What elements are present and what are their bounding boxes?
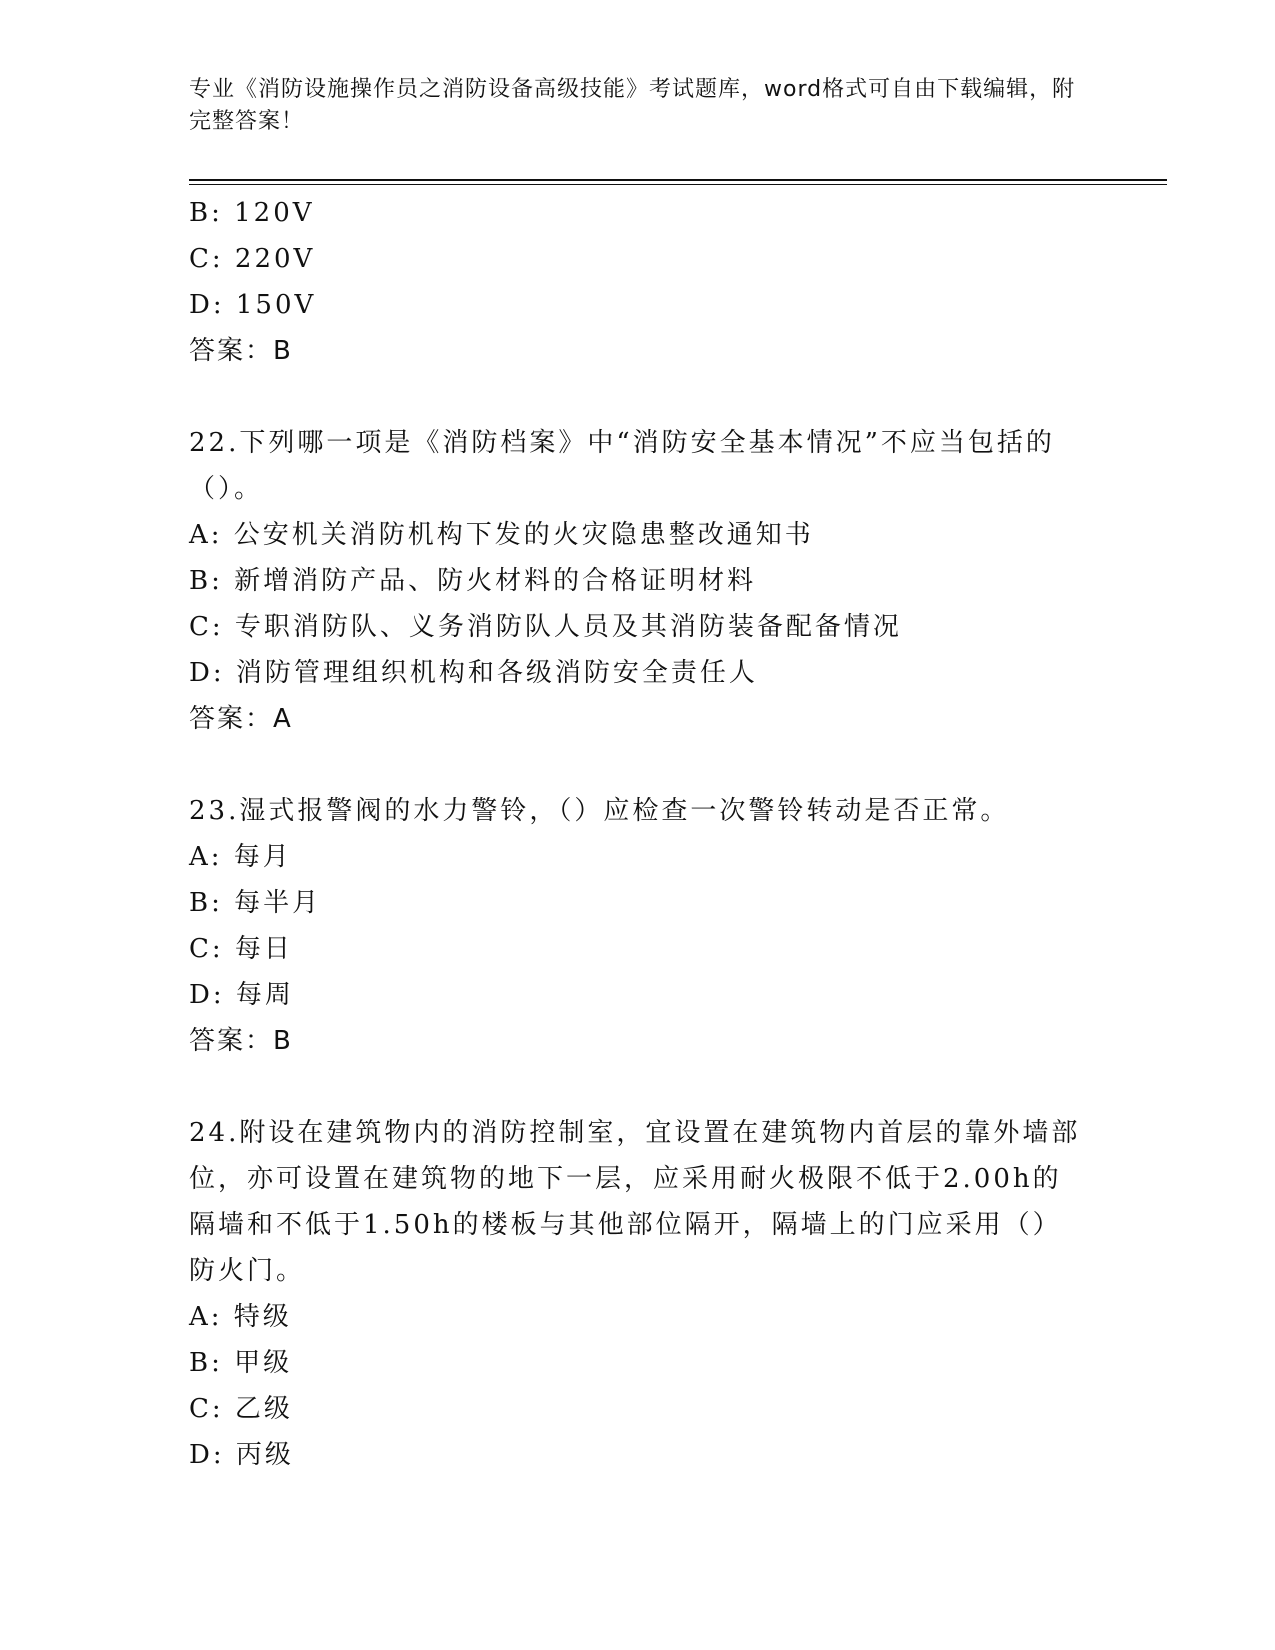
option-b: B: 120V	[189, 198, 315, 228]
header-divider-thick	[189, 179, 1167, 181]
answer-text: 答案：B	[189, 336, 293, 366]
question-list	[189, 190, 1089, 1478]
option-d: D: 丙级	[189, 1440, 294, 1470]
option-a: A: 每月	[189, 842, 292, 872]
option-c: C: 每日	[189, 934, 293, 964]
option-b: B: 新增消防产品、防火材料的合格证明材料	[189, 566, 757, 596]
question-24	[189, 1110, 1089, 1478]
question-22	[189, 420, 1089, 742]
question-21	[189, 190, 1089, 374]
spacer	[189, 374, 1089, 420]
header-divider-thin	[189, 184, 1167, 185]
answer-text: 答案：A	[189, 704, 293, 734]
question-stem: 22.下列哪一项是《消防档案》中“消防安全基本情况”不应当包括的（）。	[189, 428, 1055, 504]
spacer	[189, 742, 1089, 788]
option-d: D: 消防管理组织机构和各级消防安全责任人	[189, 658, 758, 688]
option-b: B: 每半月	[189, 888, 322, 918]
answer-text: 答案：B	[189, 1026, 293, 1056]
question-stem: 24.附设在建筑物内的消防控制室，宜设置在建筑物内首层的靠外墙部位，亦可设置在建筑物的地下一层，应采用耐火极限不低于2.00h的隔墙和不低于1.50h的楼板与其他部位隔开，隔墙上的门应采用（）防火门。	[189, 1118, 1081, 1286]
option-c: C: 220V	[189, 244, 316, 274]
option-d: D: 150V	[189, 290, 317, 320]
spacer	[189, 1064, 1089, 1110]
document-header: 专业《消防设施操作员之消防设备高级技能》考试题库，word格式可自由下载编辑，附完整答案！	[189, 77, 1076, 134]
option-d: D: 每周	[189, 980, 294, 1010]
option-b: B: 甲级	[189, 1348, 293, 1378]
question-23	[189, 788, 1089, 1064]
option-c: C: 专职消防队、义务消防队人员及其消防装备配备情况	[189, 612, 902, 642]
option-a: A: 特级	[189, 1302, 292, 1332]
option-c: C: 乙级	[189, 1394, 293, 1424]
question-stem: 23.湿式报警阀的水力警铃，（）应检查一次警铃转动是否正常。	[189, 796, 1010, 826]
option-a: A: 公安机关消防机构下发的火灾隐患整改通知书	[189, 520, 814, 550]
